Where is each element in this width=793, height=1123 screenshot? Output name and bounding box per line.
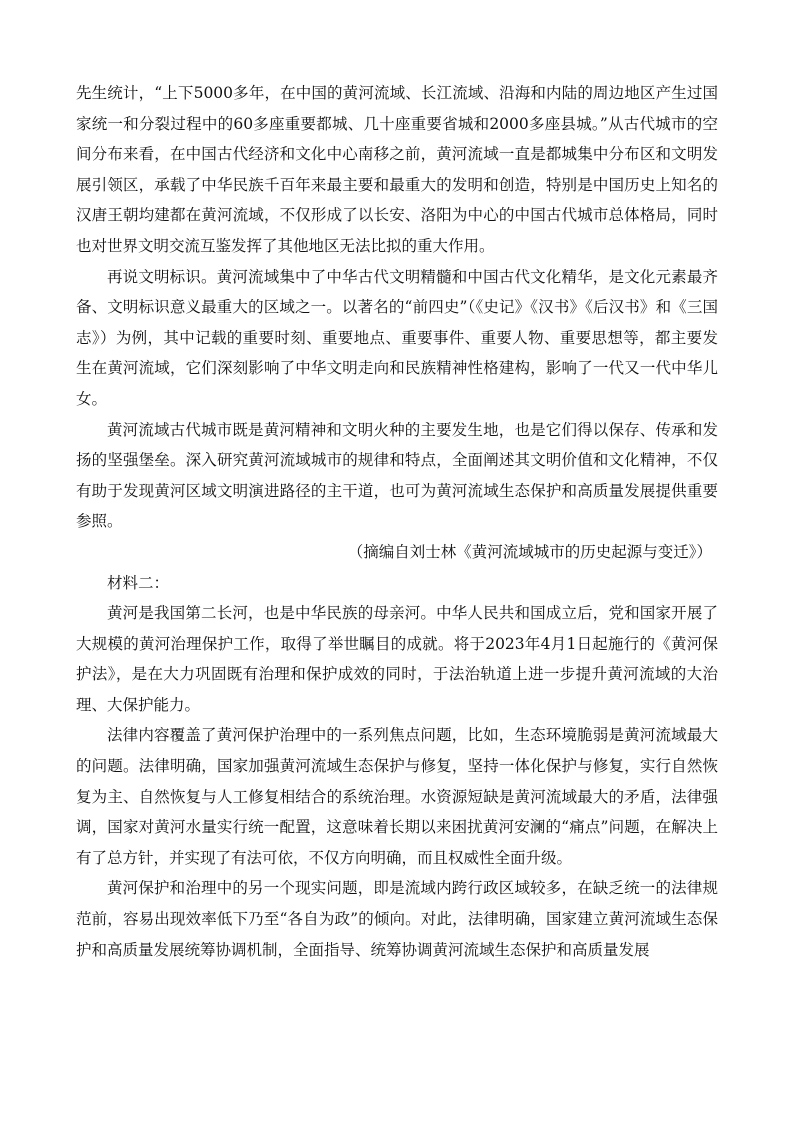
material-two-label: 材料二：	[107, 573, 170, 592]
paragraph-mother-river: 黄河是我国第二长河，也是中华民族的母亲河。中华人民共和国成立后，党和国家开展了大规模的黄河治理保护工作，取得了举世瞩目的成就。将于2023年4月1日起施行的《黄河保护法》，是在大力巩固既有治理和保护成效的同时，于法治轨道上进一步提升黄河流域的大治理、大保护能力。	[76, 604, 718, 714]
article-body	[76, 78, 718, 965]
paragraph-civilization-marker: 再说文明标识。黄河流域集中了中华古代文明精髓和中国古代文化精华，是文化元素最齐备、文明标识意义最重大的区域之一。以著名的“前四史”（《史记》《汉书》《后汉书》和《三国志》）为例，其中记载的重要时刻、重要地点、重要事件、重要人物、重要思想等，都主要发生在黄河流域，它们深刻影响了中华文明走向和民族精神性格建构，影响了一代又一代中华儿女。	[76, 267, 718, 408]
source-citation: （摘编自刘士林《黄河流域城市的历史起源与变迁》）	[347, 542, 712, 561]
paragraph-continued: 先生统计，“上下5000多年，在中国的黄河流域、长江流域、沿海和内陆的周边地区产生过国家统一和分裂过程中的60多座重要都城、几十座重要省城和2000多座县城。”从古代城市的空间分布来看，在中国古代经济和文化中心南移之前，黄河流域一直是都城集中分布区和文明发展引领区，承载了中华民族千百年来最主要和最重大的发明和创造，特别是中国历史上知名的汉唐王朝均建都在黄河流域，不仅形成了以长安、洛阳为中心的中国古代城市总体格局，同时也对世界文明交流互鉴发挥了其他地区无法比拟的重大作用。	[76, 84, 718, 255]
paragraph-admin-regions: 黄河保护和治理中的另一个现实问题，即是流域内跨行政区域较多，在缺乏统一的法律规范前，容易出现效率低下乃至“各自为政”的倾向。对此，法律明确，国家建立黄河流域生态保护和高质量发展统筹协调机制，全面指导、统筹协调黄河流域生态保护和高质量发展	[76, 879, 718, 959]
paragraph-ancient-cities: 黄河流域古代城市既是黄河精神和文明火种的主要发生地，也是它们得以保存、传承和发扬的坚强堡垒。深入研究黄河流域城市的规律和特点，全面阐述其文明价值和文化精神，不仅有助于发现黄河区域文明演进路径的主干道，也可为黄河流域生态保护和高质量发展提供重要参照。	[76, 420, 718, 531]
paragraph-law-content: 法律内容覆盖了黄河保护治理中的一系列焦点问题，比如，生态环境脆弱是黄河流域最大的问题。法律明确，国家加强黄河流域生态保护与修复，坚持一体化保护与修复，实行自然恢复为主、自然恢复与人工修复相结合的系统治理。水资源短缺是黄河流域最大的矛盾，法律强调，国家对黄河水量实行统一配置，这意味着长期以来困扰黄河安澜的“痛点”问题，在解决上有了总方针，并实现了有法可依，不仅方向明确，而且权威性全面升级。	[76, 726, 718, 867]
